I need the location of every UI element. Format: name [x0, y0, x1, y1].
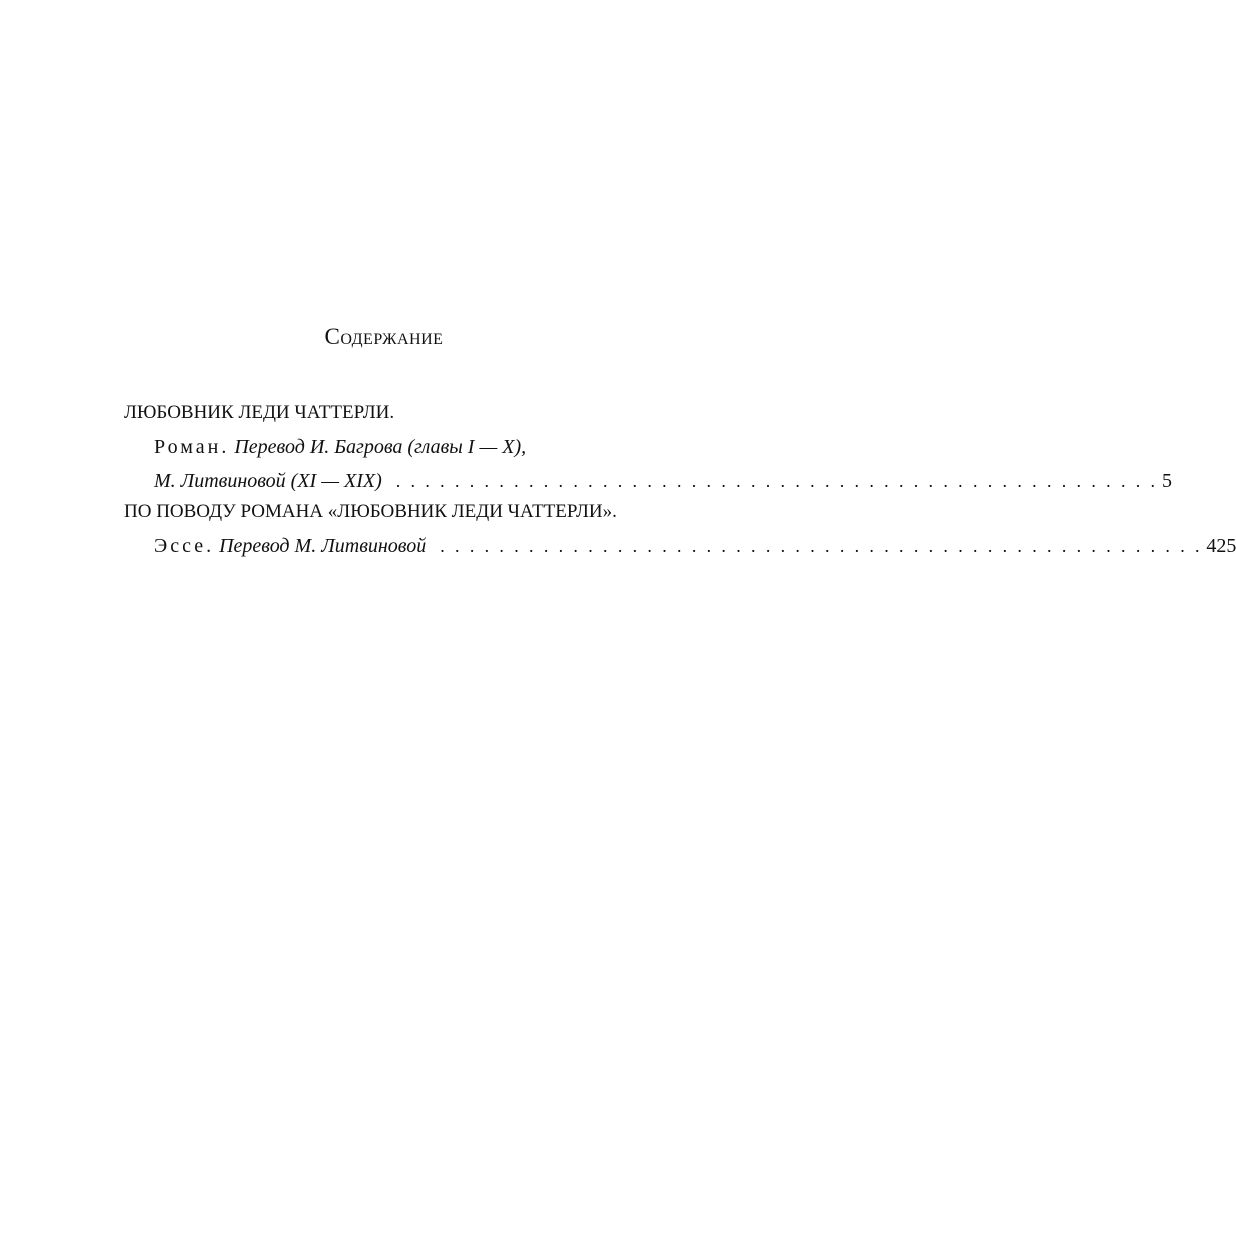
- entry-genre: Роман.: [154, 436, 230, 458]
- toc-entry: [124, 495, 1236, 563]
- entry-genre-line: [154, 529, 426, 563]
- dot-leader: . . . . . . . . . . . . . . . . . . . . . . . . . . . . . . . . . . . . . . . . . . . . . . . . . . . .: [440, 536, 1203, 556]
- toc-entry: [124, 396, 1172, 498]
- entry-heading: ПО ПОВОДУ РОМАНА «ЛЮБОВНИК ЛЕДИ ЧАТТЕРЛИ».: [124, 501, 617, 522]
- toc-title: Содержание: [324, 324, 444, 349]
- entry-translator: Перевод И. Багрова (главы I — X),: [234, 436, 527, 458]
- dot-leader: . . . . . . . . . . . . . . . . . . . . . . . . . . . . . . . . . . . . . . . . . . . . . . . . . . . .: [395, 471, 1158, 491]
- entry-page-number: 425: [1206, 535, 1236, 557]
- entry-page-number: 5: [1161, 470, 1172, 492]
- entry-leader-line: [124, 464, 1172, 498]
- entry-genre: Эссе.: [154, 535, 215, 557]
- entry-leader-line: [124, 529, 1236, 563]
- entry-translator-continued: М. Литвиновой (XI — XIX): [154, 470, 382, 492]
- entry-heading: ЛЮБОВНИК ЛЕДИ ЧАТТЕРЛИ.: [124, 402, 395, 423]
- entry-genre-line: [124, 430, 686, 464]
- entry-translator: Перевод М. Литвиновой: [219, 535, 427, 557]
